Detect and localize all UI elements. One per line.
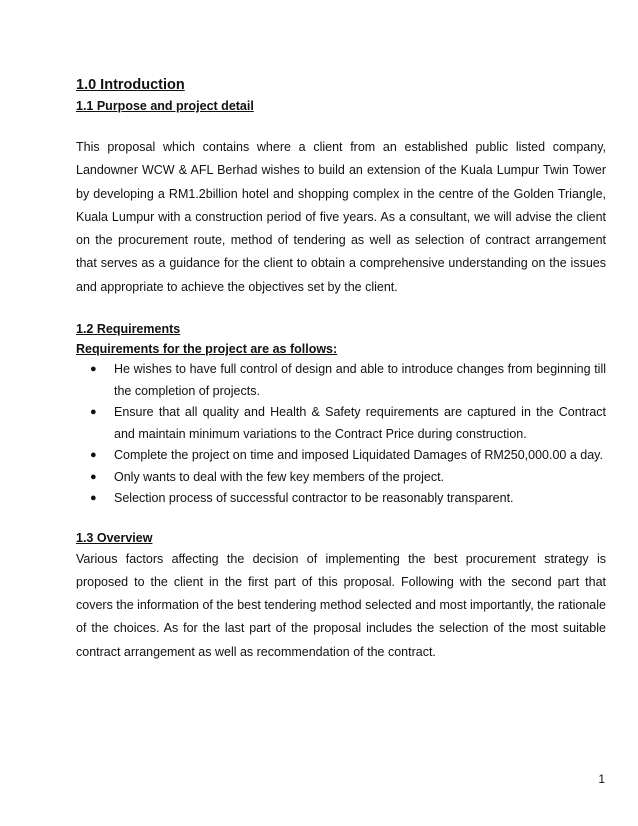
requirements-heading: 1.2 Requirements xyxy=(76,322,181,337)
list-item-text: Selection process of successful contractor to be reasonably transparent. xyxy=(114,491,514,506)
list-item xyxy=(76,445,606,467)
list-item xyxy=(76,467,606,489)
introduction-heading: 1.0 Introduction xyxy=(76,77,185,93)
requirements-list xyxy=(76,359,606,510)
bullet-icon: ● xyxy=(90,363,97,376)
list-item-text: Ensure that all quality and Health & Safety requirements are captured in the Contract and maintain minimum variations to the Contract Price during construction. xyxy=(114,405,606,441)
bullet-icon: ● xyxy=(90,406,97,419)
list-item-text: He wishes to have full control of design and able to introduce changes from beginning till the completion of projects. xyxy=(114,362,606,398)
bullet-icon: ● xyxy=(90,449,97,462)
purpose-subheading: 1.1 Purpose and project detail xyxy=(76,99,254,113)
bullet-icon: ● xyxy=(90,492,97,505)
bullet-icon: ● xyxy=(90,470,97,483)
list-item-text: Only wants to deal with the few key members of the project. xyxy=(114,469,445,484)
purpose-paragraph: This proposal which contains where a client from an established public listed company, Landowner WCW & AFL Berhad wishes to build an extension of the Kuala Lumpur Twin Tower by developing a RM1.2billion hotel and shopping complex in the centre of the Golden Triangle, Kuala Lumpur with a construction period of five years. As a consultant, we will advise the client on the procurement route, method of tendering as well as selection of contract arrangement that serves as a guidance for the client to obtain a comprehensive understanding on the issues and appropriate to achieve the objectives set by the client. xyxy=(76,140,606,294)
list-item xyxy=(76,359,606,402)
document-body xyxy=(76,76,606,664)
requirements-subheading: Requirements for the project are as follows: xyxy=(76,342,338,357)
overview-paragraph: Various factors affecting the decision of implementing the best procurement strategy is proposed to the client in the first part of this proposal. Following with the second part that covers the information of the best tendering method selected and most importantly, the rationale of the choices. As for the last part of the proposal includes the selection of the most suitable contract arrangement as well as recommendation of the contract. xyxy=(76,551,606,659)
list-item xyxy=(76,488,606,510)
overview-heading: 1.3 Overview xyxy=(76,530,153,545)
list-item-text: Complete the project on time and imposed Liquidated Damages of RM250,000.00 a day. xyxy=(114,448,603,463)
page-number: 1 xyxy=(598,772,605,786)
list-item xyxy=(76,402,606,445)
